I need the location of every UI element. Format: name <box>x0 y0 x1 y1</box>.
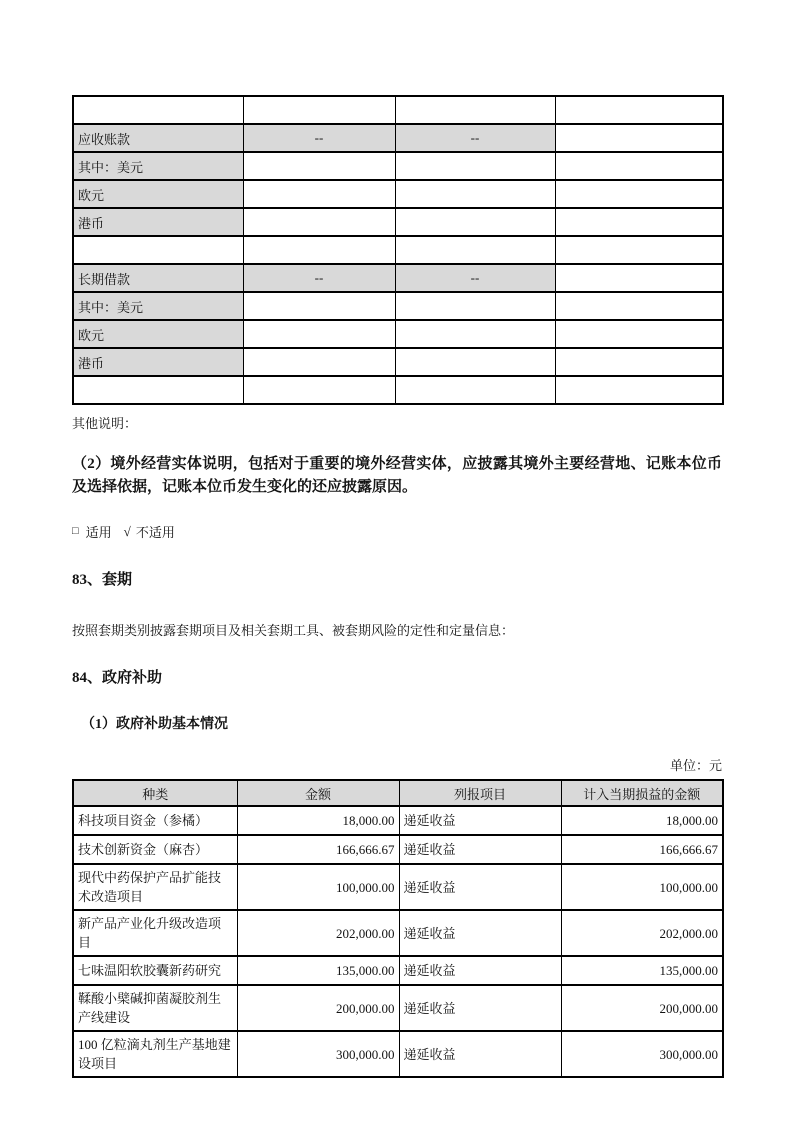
table-cell: 135,000.00 <box>237 956 399 985</box>
table-cell <box>243 208 395 236</box>
table-cell <box>243 96 395 124</box>
table-row <box>73 152 723 180</box>
hedging-description: 按照套期类别披露套期项目及相关套期工具、被套期风险的定性和定量信息： <box>72 623 515 638</box>
column-header-type: 种类 <box>73 780 237 806</box>
table-cell: 100,000.00 <box>561 864 723 910</box>
table-cell <box>395 152 555 180</box>
table-cell: 长期借款 <box>73 264 243 292</box>
table-cell: 应收账款 <box>73 124 243 152</box>
table-row <box>73 320 723 348</box>
table-cell <box>555 264 723 292</box>
table-cell <box>555 208 723 236</box>
table-cell: 202,000.00 <box>561 910 723 956</box>
table-cell <box>395 376 555 404</box>
table-cell <box>73 96 243 124</box>
table-cell: 18,000.00 <box>237 806 399 835</box>
table-cell <box>243 348 395 376</box>
checkbox-icon: □ <box>72 525 79 537</box>
table-cell <box>395 320 555 348</box>
table-cell: 递延收益 <box>399 864 561 910</box>
table-cell: -- <box>395 264 555 292</box>
table-cell: 166,666.67 <box>237 835 399 864</box>
subsidy-heading: 84、政府补助 <box>72 670 163 686</box>
page-content <box>72 95 722 1078</box>
hedging-heading: 83、套期 <box>72 572 133 588</box>
table-cell: -- <box>243 264 395 292</box>
check-icon: √ <box>123 523 131 539</box>
subsidy-subheading: （1）政府补助基本情况 <box>81 717 228 732</box>
subsidy-table-body <box>73 806 723 1077</box>
table-cell <box>555 348 723 376</box>
table-cell <box>395 236 555 264</box>
table-cell: 135,000.00 <box>561 956 723 985</box>
table-row <box>73 180 723 208</box>
table-cell: 其中：美元 <box>73 152 243 180</box>
table-cell <box>555 180 723 208</box>
table-cell: 其中：美元 <box>73 292 243 320</box>
table-row <box>73 376 723 404</box>
table-cell <box>243 292 395 320</box>
unit-label: 单位：元 <box>669 758 722 773</box>
table-cell: 港币 <box>73 348 243 376</box>
table-cell: 166,666.67 <box>561 835 723 864</box>
table-cell <box>395 292 555 320</box>
table-row <box>73 864 723 910</box>
table-row <box>73 985 723 1031</box>
table-cell: 港币 <box>73 208 243 236</box>
table-cell <box>395 208 555 236</box>
table-cell: 欧元 <box>73 320 243 348</box>
column-header-current: 计入当期损益的金额 <box>561 780 723 806</box>
table-cell <box>555 124 723 152</box>
table-row <box>73 96 723 124</box>
table-cell: 技术创新资金（麻杏） <box>73 835 237 864</box>
table-cell: 100 亿粒滴丸剂生产基地建设项目 <box>73 1031 237 1077</box>
table-row <box>73 292 723 320</box>
table-cell: 欧元 <box>73 180 243 208</box>
currency-table-body <box>73 96 723 404</box>
overseas-entity-heading: （2）境外经营实体说明，包括对于重要的境外经营实体，应披露其境外主要经营地、记账本位币及选择依据，记账本位币发生变化的还应披露原因。 <box>72 456 722 495</box>
table-cell: -- <box>395 124 555 152</box>
table-cell: 200,000.00 <box>237 985 399 1031</box>
table-row <box>73 806 723 835</box>
table-cell: 科技项目资金（参橘） <box>73 806 237 835</box>
table-cell: 递延收益 <box>399 985 561 1031</box>
table-cell: 100,000.00 <box>237 864 399 910</box>
not-applicable-label: 不适用 <box>135 525 175 540</box>
table-cell <box>395 180 555 208</box>
table-cell: 300,000.00 <box>237 1031 399 1077</box>
subsidy-header-row <box>73 780 723 806</box>
column-header-item: 列报项目 <box>399 780 561 806</box>
applicable-label: 适用 <box>85 525 112 540</box>
table-cell <box>395 96 555 124</box>
table-row <box>73 1031 723 1077</box>
table-cell: 200,000.00 <box>561 985 723 1031</box>
table-row <box>73 835 723 864</box>
table-cell <box>555 376 723 404</box>
table-cell <box>555 320 723 348</box>
table-row <box>73 208 723 236</box>
table-cell: 现代中药保护产品扩能技术改造项目 <box>73 864 237 910</box>
table-row <box>73 956 723 985</box>
table-cell <box>555 152 723 180</box>
table-cell <box>555 236 723 264</box>
subsidy-table <box>72 779 724 1078</box>
table-cell <box>73 236 243 264</box>
table-row <box>73 348 723 376</box>
table-cell: 递延收益 <box>399 806 561 835</box>
table-cell: 七味温阳软胶囊新药研究 <box>73 956 237 985</box>
table-row <box>73 264 723 292</box>
table-cell <box>243 376 395 404</box>
table-cell <box>555 96 723 124</box>
table-cell: -- <box>243 124 395 152</box>
column-header-amount: 金额 <box>237 780 399 806</box>
other-note-label: 其他说明： <box>72 416 138 431</box>
table-cell <box>395 348 555 376</box>
table-cell: 新产品产业化升级改造项目 <box>73 910 237 956</box>
table-cell <box>243 180 395 208</box>
table-cell <box>243 152 395 180</box>
table-cell: 递延收益 <box>399 910 561 956</box>
table-row <box>73 910 723 956</box>
table-cell: 300,000.00 <box>561 1031 723 1077</box>
applicability-line <box>72 522 722 541</box>
table-row <box>73 236 723 264</box>
table-cell <box>243 320 395 348</box>
table-cell: 18,000.00 <box>561 806 723 835</box>
table-row <box>73 124 723 152</box>
table-cell <box>243 236 395 264</box>
table-cell: 递延收益 <box>399 956 561 985</box>
table-cell: 202,000.00 <box>237 910 399 956</box>
table-cell <box>555 292 723 320</box>
table-cell <box>73 376 243 404</box>
table-cell: 递延收益 <box>399 1031 561 1077</box>
table-cell: 递延收益 <box>399 835 561 864</box>
foreign-currency-table <box>72 95 724 405</box>
table-cell: 鞣酸小檗碱抑菌凝胶剂生产线建设 <box>73 985 237 1031</box>
